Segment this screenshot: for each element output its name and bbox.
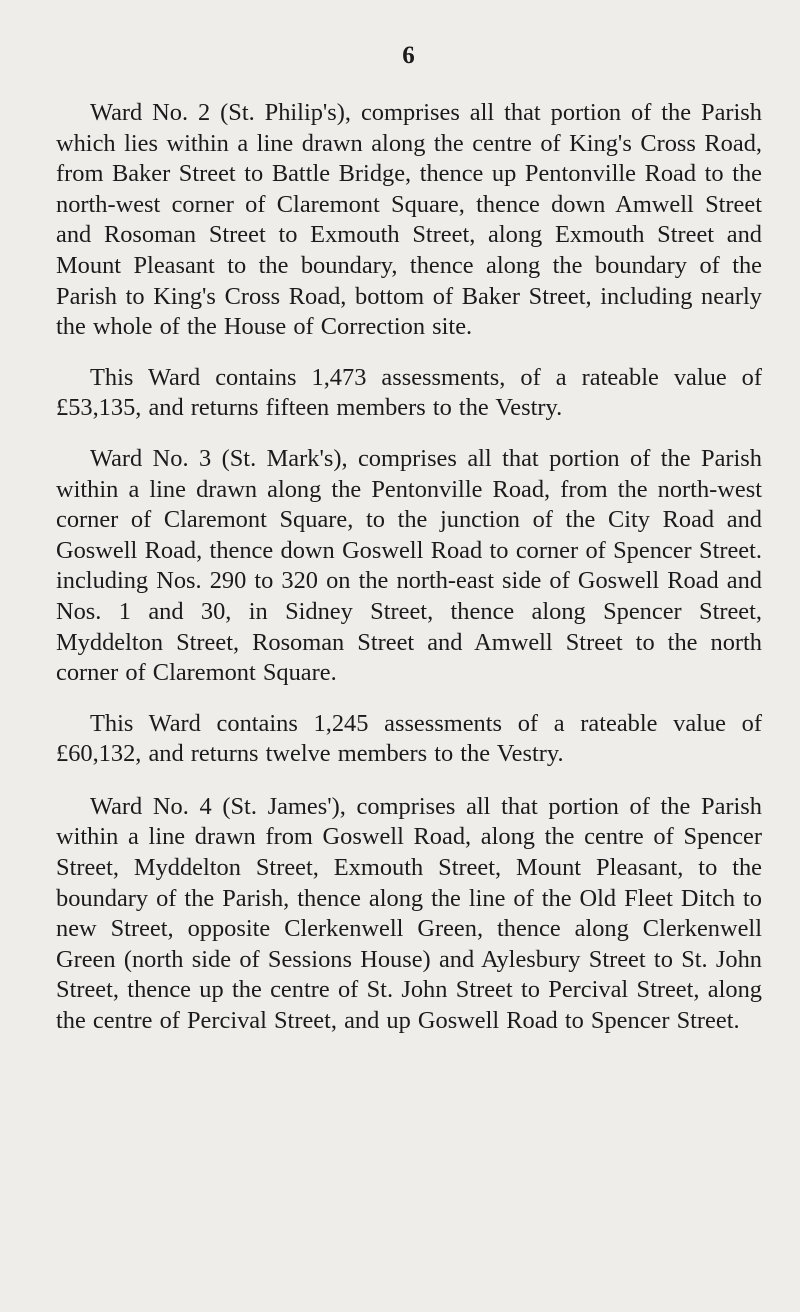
paragraph-ward-2-assessments: This Ward contains 1,473 assessments, of a rateable value of £53,135, and returns fifteen members to the Vestry. [56,363,762,422]
paragraph-ward-3-assessments: This Ward contains 1,245 assessments of a rateable value of £60,132, and returns twelve members to the Vestry. [56,709,762,768]
page-number: 6 [402,42,416,69]
paragraph-ward-3-boundaries: Ward No. 3 (St. Mark's), comprises all that portion of the Parish within a line drawn along the Pentonville Road, from the north-west corner of Claremont Square, to the junction of the City Road and Goswell Road, thence down Goswell Road to corner of Spencer Street. including Nos. 290 to 320 on the north-east side of Goswell Road and Nos. 1 and 30, in Sidney Street, thence along Spencer Street, Myddelton Street, Rosoman Street and Amwell Street to the north corner of Claremont Square. [56,444,762,687]
paragraph-ward-4-boundaries: Ward No. 4 (St. James'), comprises all that portion of the Parish within a line drawn from Goswell Road, along the centre of Spencer Street, Myddelton Street, Exmouth Street, Mount Pleasant, to the boundary of the Parish, thence along the line of the Old Fleet Ditch to new Street, opposite Clerkenwell Green, thence along Clerkenwell Green (north side of Sessions House) and Aylesbury Street to St. John Street, thence up the centre of St. John Street to Percival Street, along the centre of Percival Street, and up Goswell Road to Spencer Street. [56,792,762,1035]
paragraph-ward-2-boundaries: Ward No. 2 (St. Philip's), comprises all that portion of the Parish which lies within a line drawn along the centre of King's Cross Road, from Baker Street to Battle Bridge, thence up Pentonville Road to the north-west corner of Claremont Square, thence down Amwell Street and Rosoman Street to Exmouth Street, along Exmouth Street and Mount Pleasant to the boundary, thence along the boundary of the Parish to King's Cross Road, bottom of Baker Street, including nearly the whole of the House of Correction site. [56,99,762,341]
